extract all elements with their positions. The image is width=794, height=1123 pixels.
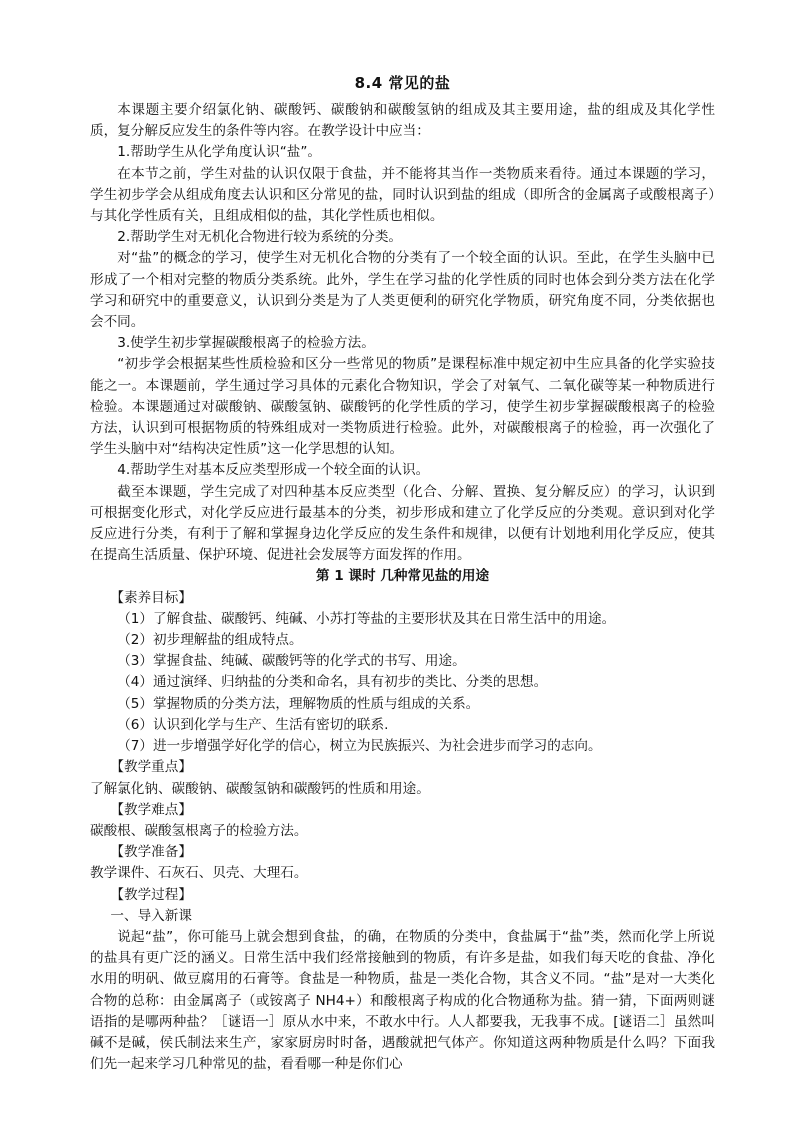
goal-item: （4）通过演绎、归纳盐的分类和命名，具有初步的类比、分类的思想。 — [117, 674, 548, 691]
point-heading-2: 2.帮助学生对无机化合物进行较为系统的分类。 — [117, 229, 403, 246]
difficulty-text: 碳酸根、碳酸氢根离子的检验方法。 — [90, 822, 308, 839]
document-page — [90, 72, 715, 1075]
preparation-text: 教学课件、石灰石、贝壳、大理石。 — [90, 865, 308, 882]
process-paragraph: 说起“盐”，你可能马上就会想到食盐，的确，在物质的分类中，食盐属于“盐”类，然而化学上所说的盐具有更广泛的涵义。日常生活中我们经常接触到的物质，有许多是盐，如我们每天吃的食盐、净化水用的明矾、做豆腐用的石膏等。食盐是一种物质，盐是一类化合物，其含义不同。“盐”是对一大类化合物的总称：由金属离子（或铵离子 NH4+）和酸根离子构成的化合物通称为盐。猜一猜，下面两则谜语指的是哪两种盐？［谜语一］原从水中来，不敢水中行。人人都要我，无我事不成。[谜语二］虽然叫碱不是碱，侯氏制法来生产，家家厨房时时备，遇酸就把气体产。你知道这两种物质是什么吗？下面我们先一起来学习几种常见的盐，看看哪一种是你们心 — [90, 928, 715, 1073]
preparation-heading: 【教学准备】 — [110, 844, 192, 861]
goal-item: （3）掌握食盐、纯碱、碳酸钙等的化学式的书写、用途。 — [117, 653, 466, 670]
intro-paragraph: “初步学会根据某些性质检验和区分一些常见的物质”是课程标准中规定初中生应具备的化学实验技能之一。本课题前，学生通过学习具体的元素化合物知识，学会了对氧气、二氧化碳等某一种物质进行检验。本课题通过对碳酸钠、碳酸氢钠、碳酸钙的化学性质的学习，使学生初步掌握碳酸根离子的检验方法，认识到可根据物质的特殊组成对一类物质进行检验。此外，对碳酸根离子的检验，再一次强化了学生头脑中对“结构决定性质”这一化学思想的认知。 — [90, 356, 715, 458]
goal-item: （6）认识到化学与生产、生活有密切的联系. — [117, 716, 389, 733]
key-points-text: 了解氯化钠、碳酸钠、碳酸氢钠和碳酸钙的性质和用途。 — [90, 780, 430, 797]
intro-paragraph: 截至本课题，学生完成了对四种基本反应类型（化合、分解、置换、复分解反应）的学习，认识到可根据变化形式，对化学反应进行最基本的分类，初步形成和建立了化学反应的分类观。意识到对化学反应进行分类，有利于了解和掌握身边化学反应的发生条件和规律，以便有计划地利用化学反应，使其在提高生活质量、保护环境、促进社会发展等方面发挥的作用。 — [90, 483, 715, 564]
point-heading-4: 4.帮助学生对基本反应类型形成一个较全面的认识。 — [117, 462, 430, 479]
key-points-heading: 【教学重点】 — [110, 759, 192, 776]
goal-item: （7）进一步增强学好化学的信心，树立为民族振兴、为社会进步而学习的志向。 — [117, 738, 602, 755]
lesson-title: 第 1 课时 几种常见盐的用途 — [315, 568, 490, 585]
intro-paragraph: 对“盐”的概念的学习，使学生对无机化合物的分类有了一个较全面的认识。至此，在学生头脑中已形成了一个相对完整的物质分类系统。此外，学生在学习盐的化学性质的同时也体会到分类方法在化学学习和研究中的重要意义，认识到分类是为了人类更便利的研究化学物质，研究角度不同，分类依据也会不同。 — [90, 250, 715, 331]
section-heading: 一、导入新课 — [110, 907, 192, 924]
goal-item: （2）初步理解盐的组成特点。 — [117, 632, 303, 649]
goal-item: （1）了解食盐、碳酸钙、纯碱、小苏打等盐的主要形状及其在日常生活中的用途。 — [117, 610, 616, 627]
point-heading-1: 1.帮助学生从化学角度认识“盐”。 — [117, 144, 321, 161]
intro-paragraph: 在本节之前，学生对盐的认识仅限于食盐，并不能将其当作一类物质来看待。通过本课题的学习，学生初步学会从组成角度去认识和区分常见的盐，同时认识到盐的组成（即所含的金属离子或酸根离子）与其化学性质有关，且组成相似的盐，其化学性质也相似。 — [90, 165, 715, 225]
page-title: 8.4 常见的盐 — [354, 74, 451, 92]
process-heading: 【教学过程】 — [110, 886, 192, 903]
intro-paragraph: 本课题主要介绍氯化钠、碳酸钙、碳酸钠和碳酸氢钠的组成及其主要用途，盐的组成及其化学性质，复分解反应发生的条件等内容。在教学设计中应当： — [90, 102, 715, 140]
point-heading-3: 3.使学生初步掌握碳酸根离子的检验方法。 — [117, 335, 375, 352]
goal-item: （5）掌握物质的分类方法，理解物质的性质与组成的关系。 — [117, 695, 480, 712]
goals-heading: 【素养目标】 — [110, 589, 192, 606]
difficulty-heading: 【教学难点】 — [110, 801, 192, 818]
